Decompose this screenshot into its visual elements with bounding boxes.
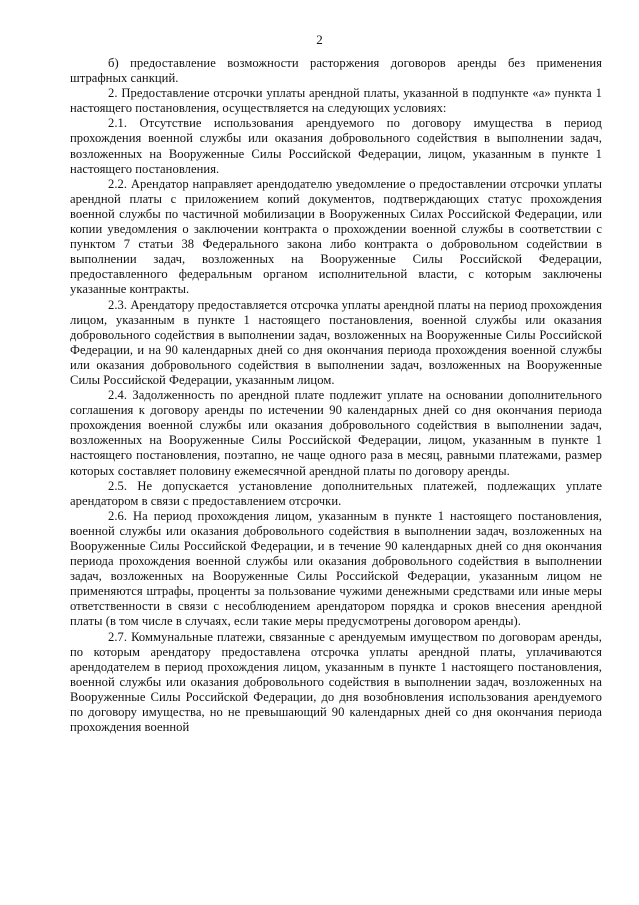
paragraph-2-5: 2.5. Не допускается установление дополнительных платежей, подлежащих уплате арендатором в связи с предоставлением отсрочки. — [70, 478, 602, 508]
paragraph-2-3: 2.3. Арендатору предоставляется отсрочка уплаты арендной платы на период прохождения лицом, указанным в пункте 1 настоящего постановления, военной службы или оказания добровольного содействия в выполнении задач, возложенных на Вооруженные Силы Российской Федерации, и на 90 календарных дней со дня окончания периода прохождения военной службы или оказания добровольного содействия в выполнении задач, возложенных на Вооруженные Силы Российской Федерации, указанным лицом. — [70, 297, 602, 387]
paragraph-2-4: 2.4. Задолженность по арендной плате подлежит уплате на основании дополнительного соглашения к договору аренды по истечении 90 календарных дней со дня окончания периода прохождения военной службы или оказания добровольного содействия в выполнении задач, возложенных на Вооруженные Силы Российской Федерации, лицом, указанным в пункте 1 настоящего постановления, поэтапно, не чаще одного раза в месяц, равными платежами, размер которых составляет половину ежемесячной арендной платы по договору аренды. — [70, 388, 602, 478]
document-body — [70, 56, 602, 735]
paragraph-2-1: 2.1. Отсутствие использования арендуемого по договору имущества в период прохождения военной службы или оказания добровольного содействия в выполнении задач, возложенных на Вооруженные Силы Российской Федерации, лицом, указанным в пункте 1 настоящего постановления. — [70, 116, 602, 176]
paragraph-2-2: 2.2. Арендатор направляет арендодателю уведомление о предоставлении отсрочки уплаты арендной платы с приложением копий документов, подтверждающих статус прохождения военной службы по частичной мобилизации в Вооруженных Силах Российской Федерации, или копии уведомления о заключении контракта о прохождении военной службы в соответствии с пунктом 7 статьи 38 Федерального закона либо контракта о добровольном содействии в выполнении задач, возложенных на Вооруженные Силы Российской Федерации, предоставленного федеральным органом исполнительной власти, с которым заключены указанные контракты. — [70, 176, 602, 297]
paragraph-2: 2. Предоставление отсрочки уплаты арендной платы, указанной в подпункте «а» пункта 1 настоящего постановления, осуществляется на следующих условиях: — [70, 86, 602, 116]
paragraph-1b: б) предоставление возможности расторжения договоров аренды без применения штрафных санкций. — [70, 56, 602, 86]
paragraph-2-7: 2.7. Коммунальные платежи, связанные с арендуемым имуществом по договорам аренды, по которым арендатору предоставлена отсрочка уплаты арендной платы, уплачиваются арендодателем в период прохождения лицом, указанным в пункте 1 настоящего постановления, военной службы или оказания добровольного содействия в выполнении задач, возложенных на Вооруженные Силы Российской Федерации, до дня возобновления использования арендуемого по договору имущества, но не превышающий 90 календарных дней со дня окончания периода прохождения военной — [70, 629, 602, 735]
paragraph-2-6: 2.6. На период прохождения лицом, указанным в пункте 1 настоящего постановления, военной службы или оказания добровольного содействия в выполнении задач, возложенных на Вооруженные Силы Российской Федерации, и в течение 90 календарных дней со дня окончания периода прохождения военной службы или оказания добровольного содействия в выполнении задач, возложенных на Вооруженные Силы Российской Федерации, указанным лицом не применяются штрафы, проценты за пользование чужими денежными средствами или иные меры ответственности в связи с несоблюдением арендатором порядка и сроков внесения арендной платы (в том числе в случаях, если такие меры предусмотрены договором аренды). — [70, 508, 602, 629]
page-number: 2 — [316, 32, 323, 47]
